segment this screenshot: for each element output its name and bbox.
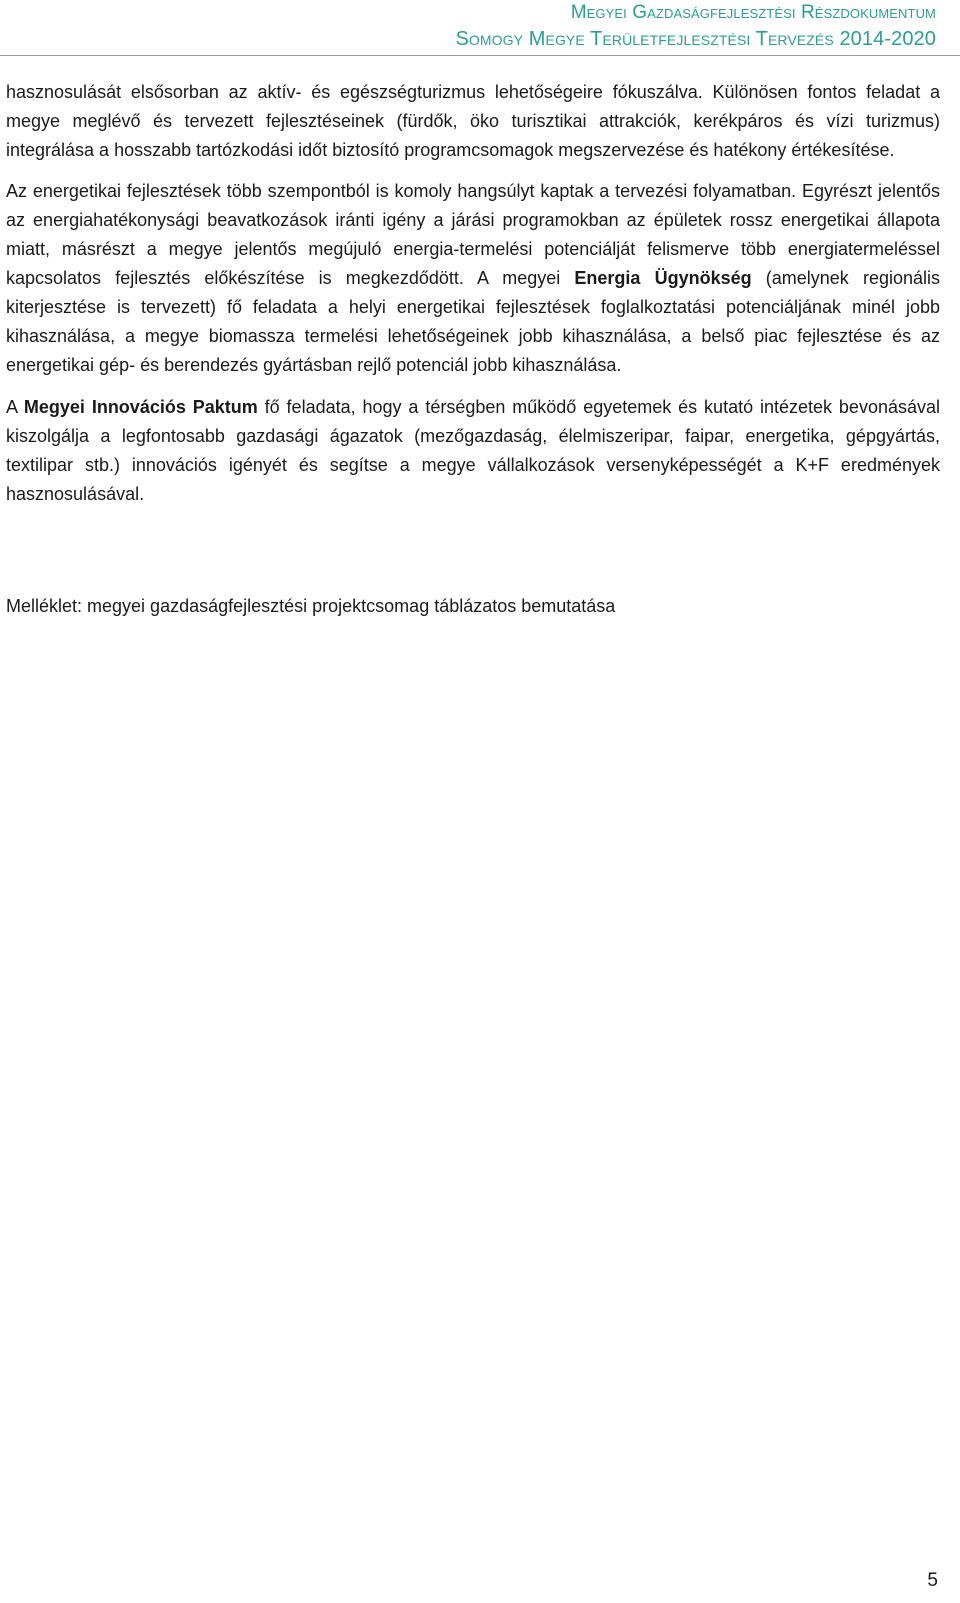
header-document-title: Megyei Gazdaságfejlesztési Részdokumentum (570, 2, 936, 23)
page-header (455, 0, 936, 52)
energy-agency-term: Energia Ügynökség (574, 268, 752, 288)
paragraph-energy-text-1: Az energetikai fejlesztések több szempontból is komoly hangsúlyt kaptak a tervezési folyamatban. Egyrészt jelentős az energiahatékonysági beavatkozások iránti igény a járási programokban az épületek rossz energetikai állapota miatt, másrészt a megye jelentős megújuló energia-termelési potenciálját felismerve több energiatermeléssel kapcsolatos fejlesztés előkészítése is megkezdődött. A megyei (6, 181, 940, 288)
header-project-title: Somogy Megye Területfejlesztési Tervezés 2014-2020 (455, 28, 936, 50)
paragraph-innovation-text-2: fő feladata, hogy a térségben működő egyetemek és kutató intézetek bevonásával kiszolgálja a legfontosabb gazdasági ágazatok (mezőgazdaság, élelmiszeripar, faipar, energetika, gépgyártás, textilipar stb.) innovációs igényét és segítse a megye vállalkozások versenyképességét a K+F eredmények hasznosulásával. (6, 397, 940, 504)
paragraph-energy-text-2: (amelynek regionális kiterjesztése is tervezett) fő feladata a helyi energetikai fejlesztések foglalkoztatási potenciáljának minél jobb kihasználása, a megye biomassza termelési lehetőségeinek jobb kihasználása, a belső piac fejlesztése és az energetikai gép- és berendezés gyártásban rejlő potenciál jobb kihasználása. (6, 268, 941, 375)
document-body (6, 78, 940, 509)
paragraph-energy (6, 177, 940, 380)
header-divider (0, 55, 960, 56)
paragraph-innovation (6, 393, 940, 509)
page-number: 5 (927, 1570, 938, 1591)
annex-reference: Melléklet: megyei gazdaságfejlesztési projektcsomag táblázatos bemutatása (6, 596, 616, 616)
paragraph-tourism: hasznosulását elsősorban az aktív- és egészségturizmus lehetőségeire fókuszálva. Különösen fontos feladat a megye meglévő és tervezett fejlesztéseinek (fürdők, öko turisztikai attrakciók, kerékpáros és vízi turizmus) integrálása a hosszabb tartózkodási időt biztosító programcsomagok megszervezése és hatékony értékesítése. (6, 82, 940, 160)
innovation-pact-term: Megyei Innovációs Paktum (23, 397, 258, 417)
paragraph-innovation-text-1: A (6, 397, 24, 417)
